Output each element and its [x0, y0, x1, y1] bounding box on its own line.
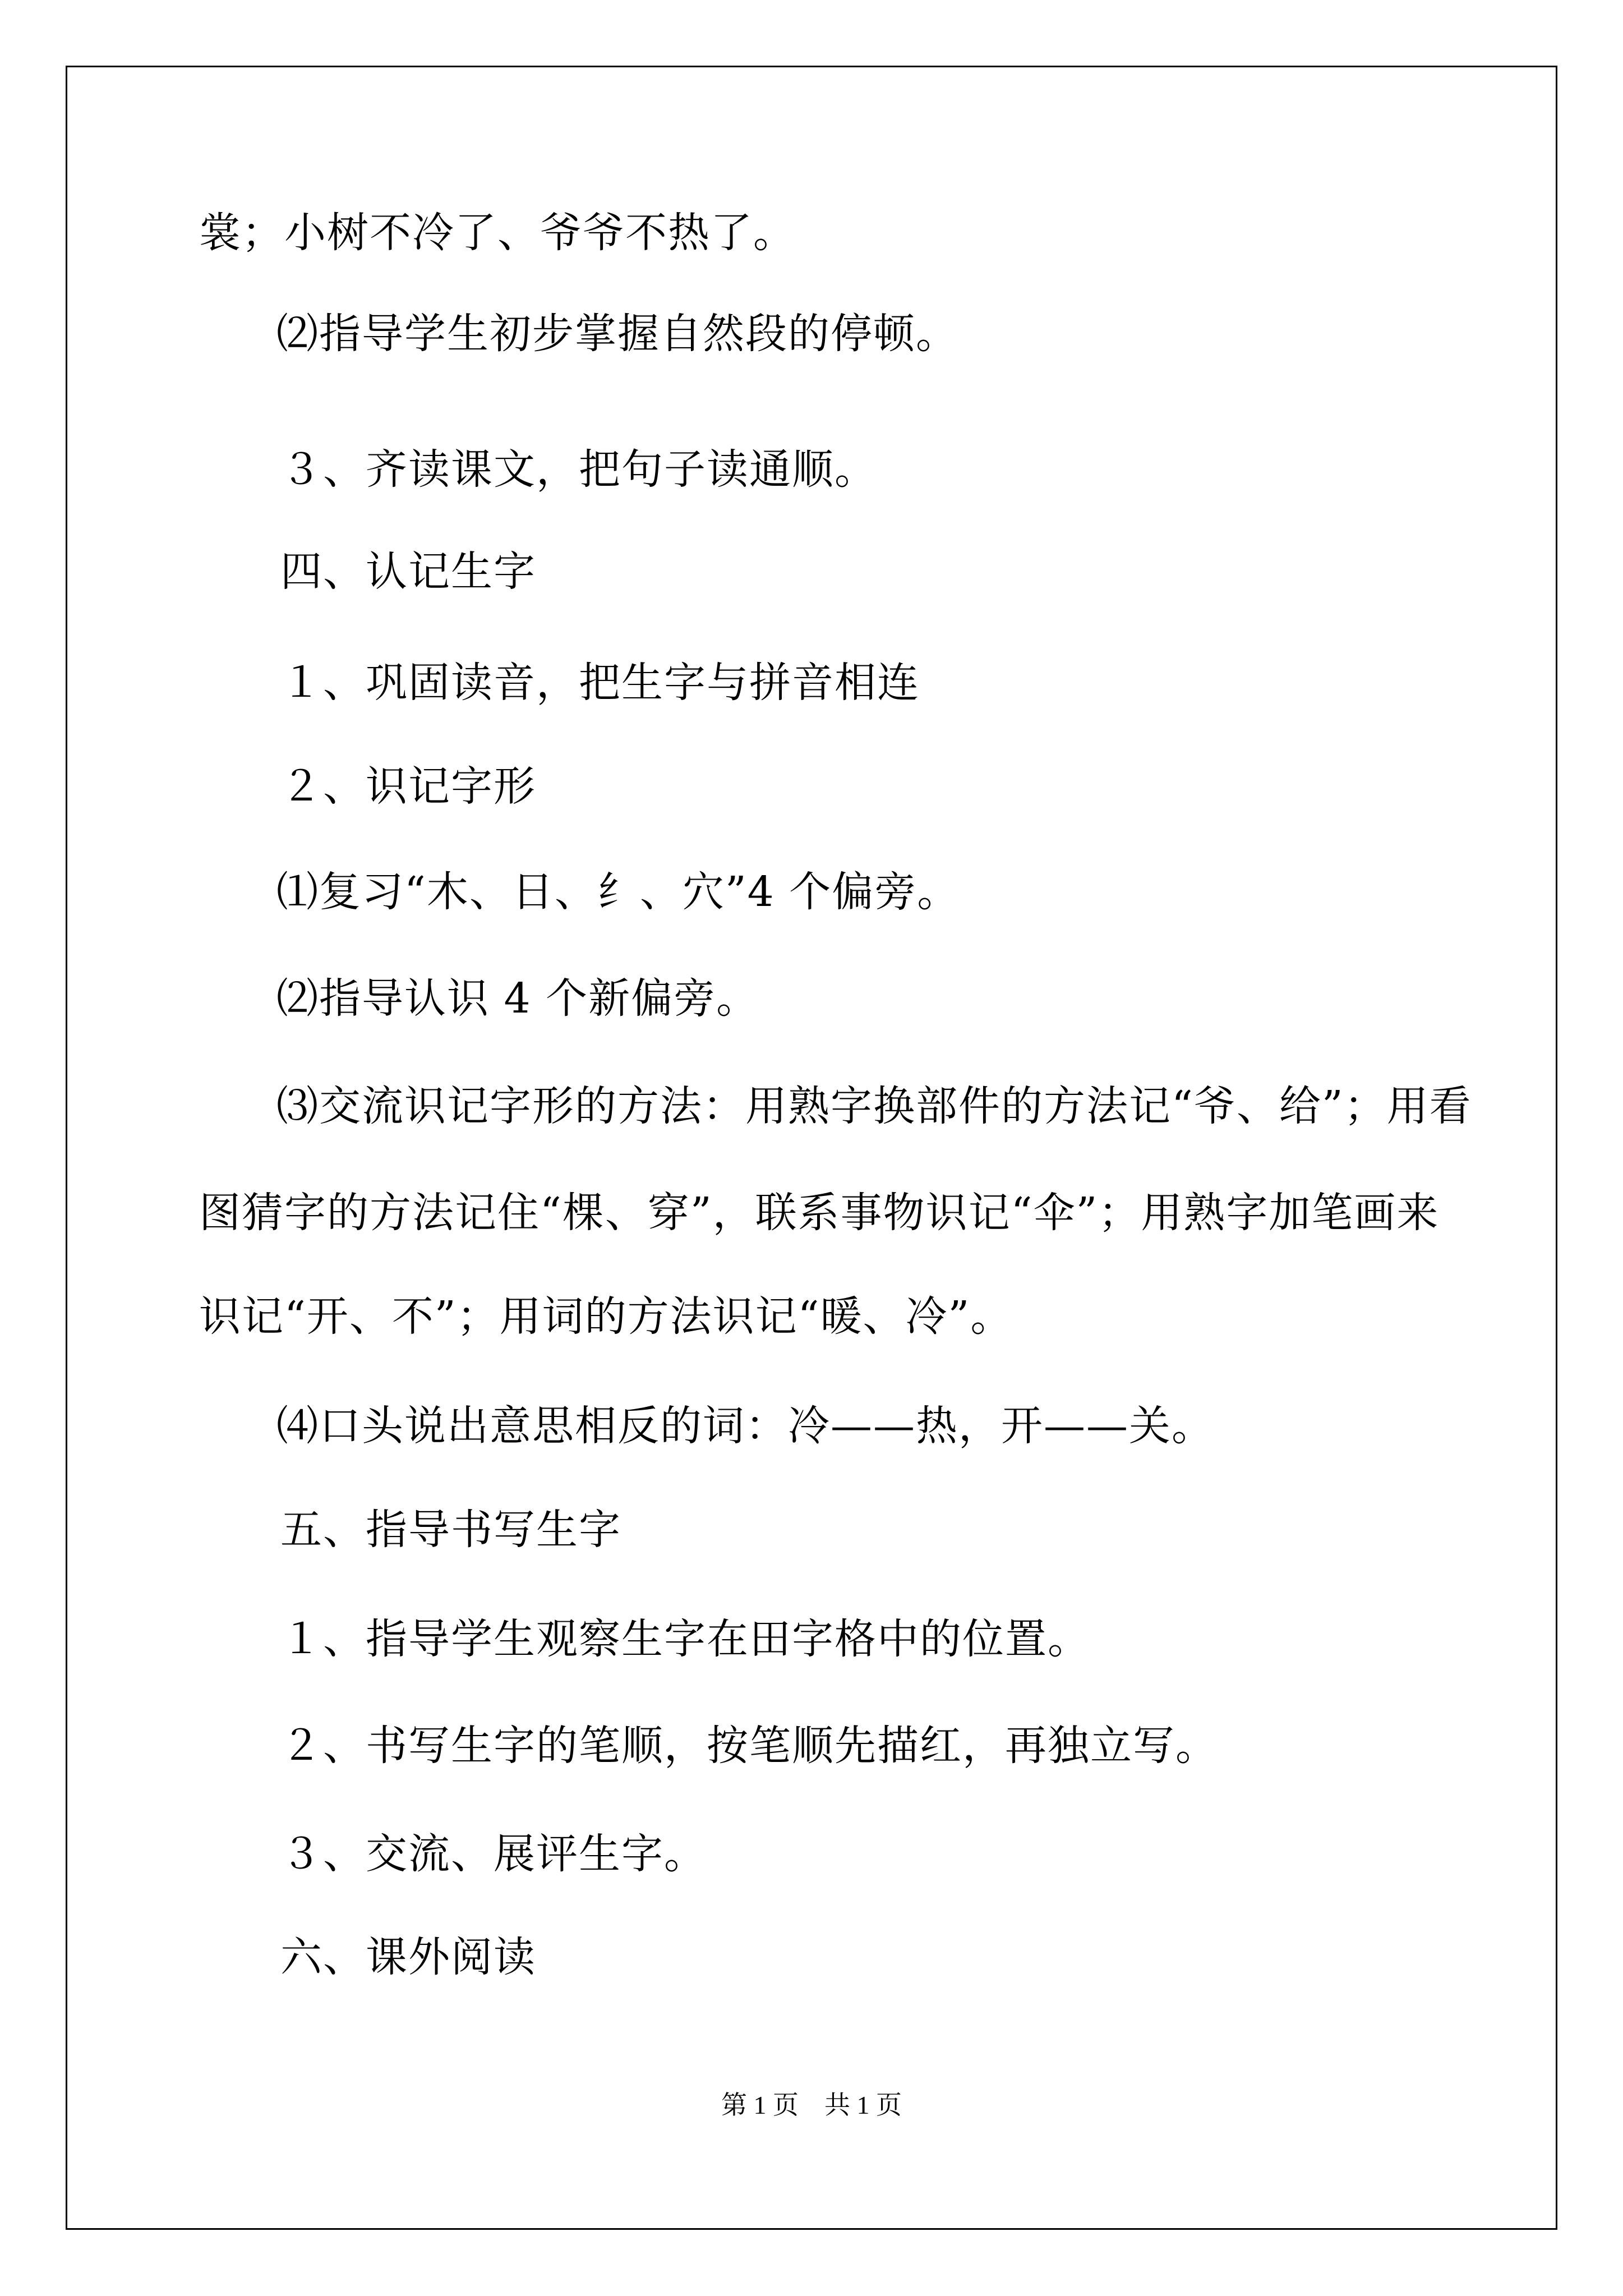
text-line-12: ⑷口头说出意思相反的词：冷——热，开——关。: [276, 1402, 1214, 1450]
text-line-16: ３、交流、展评生字。: [280, 1830, 707, 1878]
text-line-6: ２、识记字形: [280, 762, 536, 811]
text-line-10: 图猜字的方法记住“棵、穿”，联系事物识记“伞”；用熟字加笔画来: [199, 1189, 1440, 1237]
section-heading-17: 六、课外阅读: [280, 1933, 536, 1981]
text-line-2: ⑵指导学生初步掌握自然段的停顿。: [276, 310, 958, 358]
text-line-15: ２、书写生字的笔顺，按笔顺先描红，再独立写。: [280, 1722, 1218, 1770]
text-line-5: １、巩固读音，把生字与拼音相连: [280, 659, 920, 707]
text-line-8: ⑵指导认识 4 个新偏旁。: [276, 974, 759, 1023]
text-line-11: 识记“开、不”；用词的方法识记“暖、冷”。: [199, 1292, 1013, 1341]
text-line-3: ３、齐读课文，把句子读通顺。: [280, 445, 877, 494]
page-border: [66, 66, 1557, 2230]
text-line-9: ⑶交流识记字形的方法：用熟字换部件的方法记“爷、给”；用看: [276, 1082, 1472, 1130]
section-heading-4: 四、认记生字: [280, 547, 536, 596]
text-line-14: １、指导学生观察生字在田字格中的位置。: [280, 1615, 1090, 1663]
text-line-1: 裳；小树不冷了、爷爷不热了。: [199, 209, 796, 257]
page-number-footer: 第 1 页 共 1 页: [721, 2091, 902, 2119]
section-heading-13: 五、指导书写生字: [280, 1506, 621, 1554]
text-line-7: ⑴复习“木、日、纟、穴”4 个偏旁。: [276, 868, 960, 916]
